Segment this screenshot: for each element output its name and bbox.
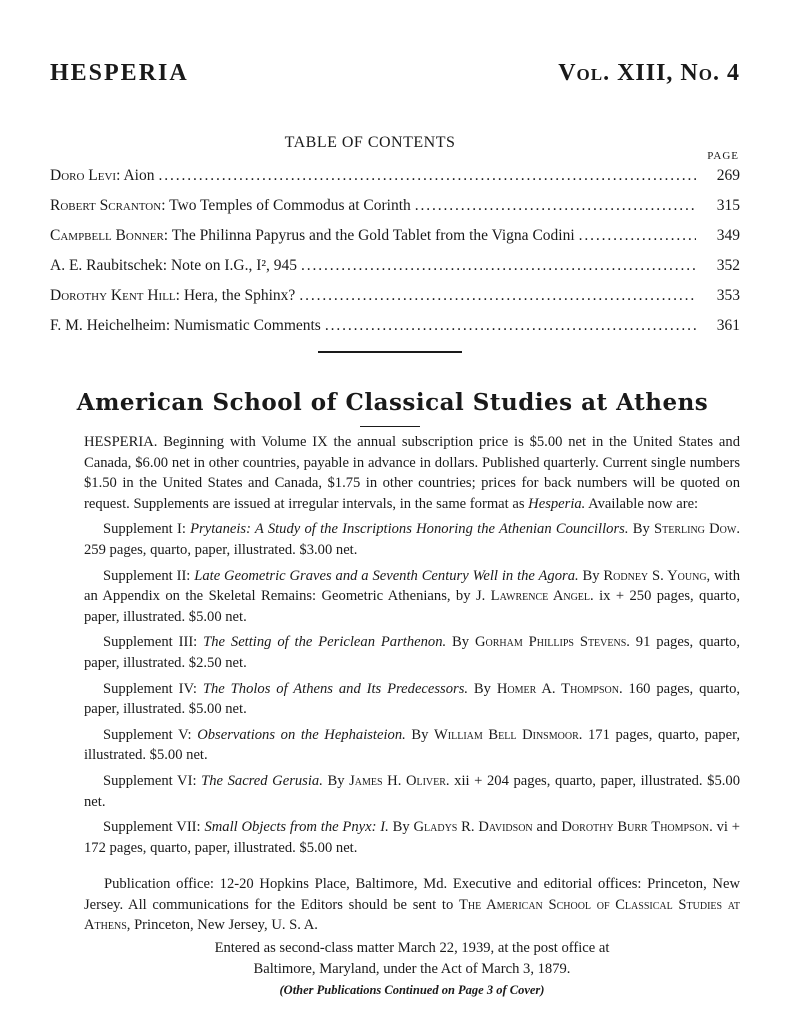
toc-entry	[50, 286, 740, 306]
toc-page: 315	[716, 197, 740, 214]
toc-page: 353	[716, 287, 740, 304]
intro-paragraph: HESPERIA. Beginning with Volume IX the annual subscription price is $5.00 net in the United States and Canada, $6.00 net in other countries, payable in advance in dollars. Published quarterly. Current single numbers $1.50 in the United States and Canada, $1.75 in other countries; prices for back numbers will be quoted on request. Supplements are issued at irregular intervals, in the same format as Hesperia. Available now are:	[84, 434, 740, 512]
toc-page: 352	[716, 257, 740, 274]
toc-article-title: Numismatic Comments	[174, 317, 321, 334]
toc-page: 349	[716, 227, 740, 244]
toc-author: Robert Scranton:	[50, 197, 166, 214]
school-heading: American School of Classical Studies at Athens	[76, 389, 709, 416]
toc-author: Dorothy Kent Hill:	[50, 287, 180, 304]
volume-number: Vol. XIII, No. 4	[558, 60, 740, 86]
subscription-info	[84, 432, 740, 858]
divider-rule	[318, 351, 462, 353]
continued-note: (Other Publications Continued on Page 3 of Cover)	[279, 983, 545, 998]
toc-article-title: Two Temples of Commodus at Corinth	[169, 197, 411, 214]
toc-page-label: PAGE	[707, 150, 739, 162]
toc-author: Doro Levi:	[50, 167, 121, 184]
toc-article-title: The Philinna Papyrus and the Gold Tablet from the Vigna Codini	[171, 227, 575, 244]
supplement-item: Supplement VI: The Sacred Gerusia. By James H. Oliver. xii + 204 pages, quarto, paper, illustrated. $5.00 net.	[84, 772, 741, 810]
toc-page: 361	[716, 317, 740, 334]
supplement-item: Supplement VII: Small Objects from the Pnyx: I. By Gladys R. Davidson and Dorothy Burr Thompson. vi + 172 pages, quarto, paper, illustrated. $5.00 net.	[84, 819, 740, 856]
toc-article-title: Hera, the Sphinx?	[183, 287, 296, 304]
toc-entry	[50, 166, 740, 186]
supplement-item: Supplement III: The Setting of the Periclean Parthenon. By Gorham Phillips Stevens. 91 pages, quarto, paper, illustrated. $2.50 net.	[84, 634, 740, 671]
mailing-entry-notice: Entered as second-class matter March 22, 1939, at the post office at Baltimore, Maryland, under the Act of March 3, 1879.	[214, 940, 610, 977]
toc-entry	[50, 316, 740, 336]
supplement-item: Supplement V: Observations on the Hephaisteion. By William Bell Dinsmoor. 171 pages, quarto, paper, illustrated. $5.00 net.	[84, 726, 741, 764]
toc-author: Campbell Bonner:	[50, 227, 169, 244]
divider-rule-short	[360, 426, 420, 427]
supplement-item: Supplement II: Late Geometric Graves and a Seventh Century Well in the Agora. By Rodney S. Young, with an Appendix on the Skeletal Remains: Geometric Athenians, by J. Lawrence Angel. ix + 250 pages, quarto, paper, illustrated. $5.00 net.	[84, 567, 741, 625]
publication-office-info: Publication office: 12-20 Hopkins Place, Baltimore, Md. Executive and editorial offices: Princeton, New Jersey. All communications for the Editors should be sent to The American School of Classical Studies at Athens, Princeton, New Jersey, U. S. A.	[84, 876, 740, 934]
toc-entry	[50, 196, 740, 216]
supplement-item: Supplement I: Prytaneis: A Study of the Inscriptions Honoring the Athenian Councillors. By Sterling Dow. 259 pages, quarto, paper, illustrated. $3.00 net.	[84, 521, 740, 558]
toc-title: TABLE OF CONTENTS	[284, 134, 456, 151]
toc-page: 269	[716, 167, 740, 184]
toc-article-title: Note on I.G., I², 945	[170, 257, 298, 274]
supplement-item: Supplement IV: The Tholos of Athens and Its Predecessors. By Homer A. Thompson. 160 pages, quarto, paper, illustrated. $5.00 net.	[84, 680, 741, 718]
toc-entry	[50, 256, 740, 276]
toc-article-title: Aion	[123, 167, 155, 184]
toc-author: A. E. Raubitschek:	[50, 257, 168, 274]
toc-author: F. M. Heichelheim:	[50, 317, 171, 334]
journal-title: HESPERIA	[50, 60, 189, 86]
lower-text-flow	[84, 432, 740, 999]
toc-entry	[50, 226, 740, 246]
